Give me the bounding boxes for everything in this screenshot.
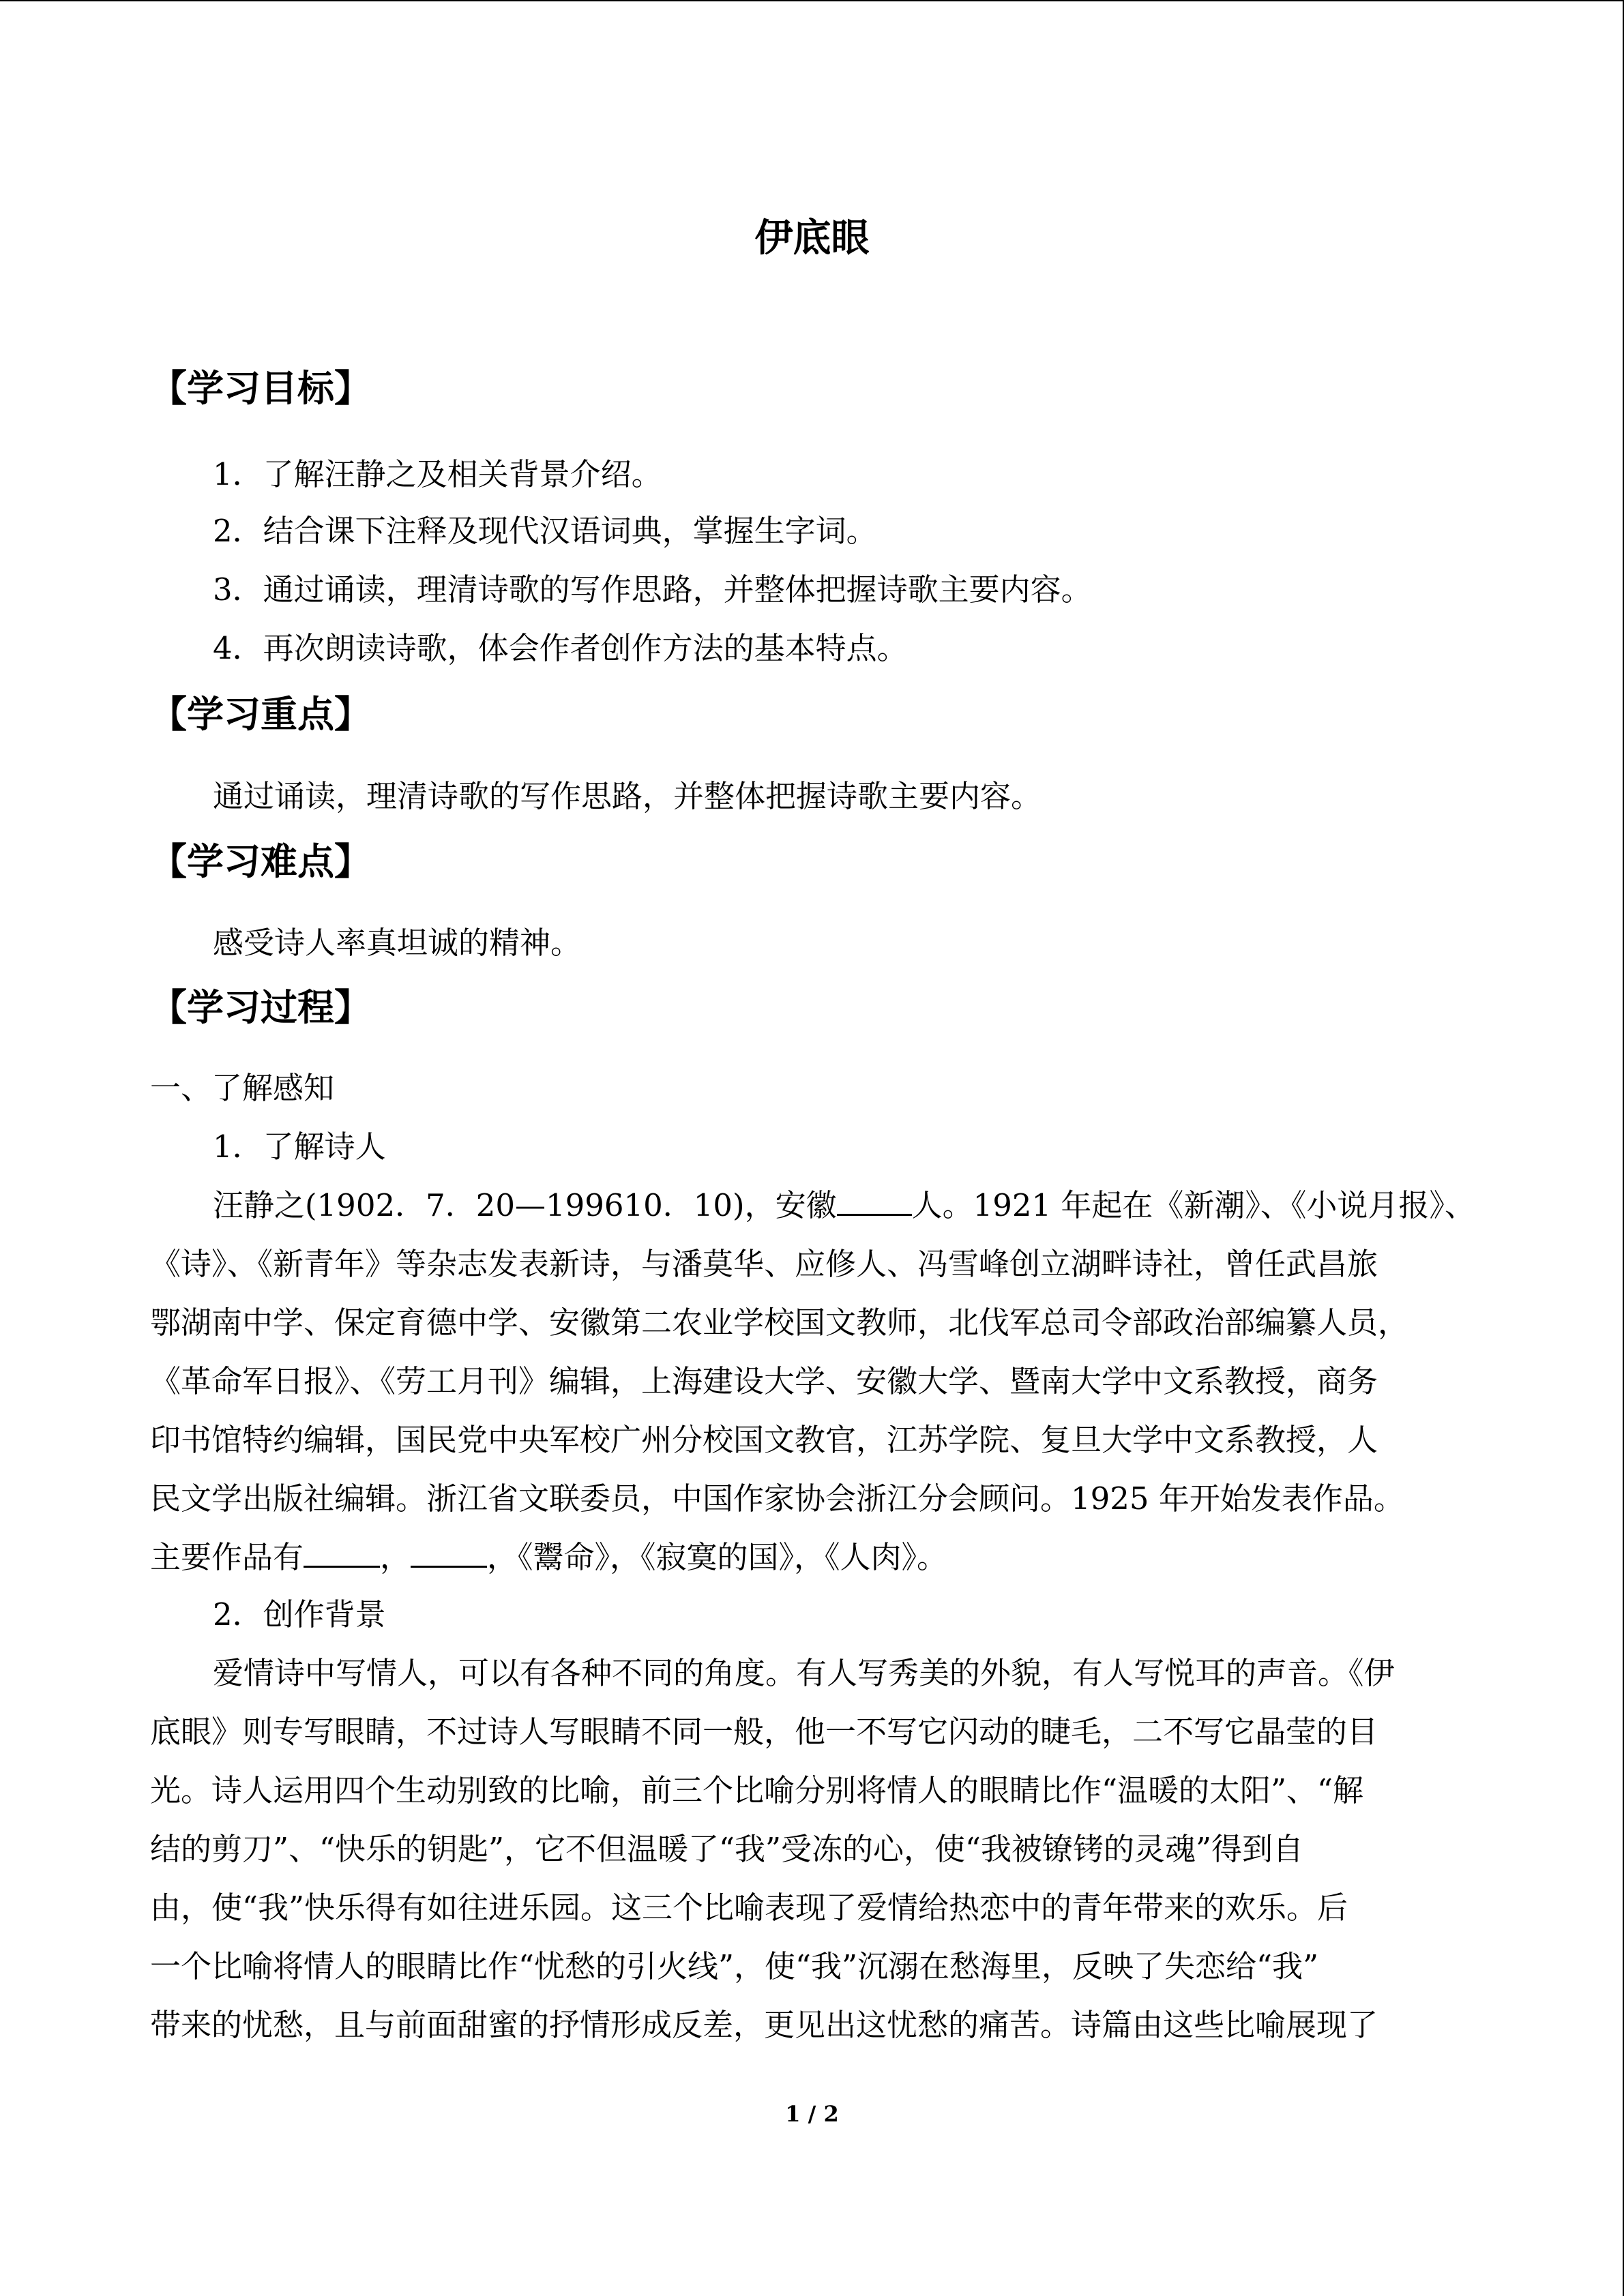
objective-item: 3．通过诵读，理清诗歌的写作思路，并整体把握诗歌主要内容。 [213,571,1092,608]
objective-item: 4．再次朗读诗歌，体会作者创作方法的基本特点。 [213,630,908,666]
objectives-heading: 【学习目标】 [150,367,371,410]
process-heading: 【学习过程】 [150,986,371,1029]
objective-item: 2．结合课下注释及现代汉语词典，掌握生字词。 [213,513,877,549]
fill-in-blank [837,1187,912,1216]
page-title: 伊底眼 [754,216,870,260]
difficulties-text: 感受诗人率真坦诚的精神。 [213,925,582,961]
background-line: 光。诗人运用四个生动别致的比喻，前三个比喻分别将情人的眼睛比作“温暖的太阳”、“解 [150,1772,1364,1808]
key-points-heading: 【学习重点】 [150,693,371,736]
difficulties-heading: 【学习难点】 [150,840,371,883]
background-line: 底眼》则专写眼睛，不过诗人写眼睛不同一般，他一不写它闪动的睫毛，二不写它晶莹的目 [150,1714,1378,1750]
bio-line: 《革命军日报》、《劳工月刊》编辑，上海建设大学、安徽大学、暨南大学中文系教授，商务 [150,1363,1378,1399]
background-line: 一个比喻将情人的眼睛比作“忧愁的引火线”，使“我”沉溺在愁海里，反映了失恋给“我” [150,1948,1319,1984]
page-number: 1 / 2 [785,2101,839,2127]
works-line [150,1536,947,1579]
background-line: 结的剪刀”、“快乐的钥匙”，它不但温暖了“我”受冻的心，使“我被镣铐的灵魂”得到自 [150,1831,1304,1867]
works-separator: ， [380,1539,411,1575]
fill-in-blank [411,1538,487,1568]
bio-line: 民文学出版社编辑。浙江省文联委员，中国作家协会浙江分会顾问。1925 年开始发表作品。 [150,1480,1404,1517]
works-prefix: 主要作品有 [150,1539,304,1575]
sub1-title: 1．了解诗人 [213,1129,386,1165]
bio-first-line [213,1184,1475,1227]
key-points-text: 通过诵读，理清诗歌的写作思路，并整体把握诗歌主要内容。 [213,778,1042,814]
background-line: 爱情诗中写情人，可以有各种不同的角度。有人写秀美的外貌，有人写悦耳的声音。《伊 [213,1655,1395,1691]
background-line: 由，使“我”快乐得有如往进乐园。这三个比喻表现了爱情给热恋中的青年带来的欢乐。后 [150,1890,1348,1926]
works-suffix: ，《鬻命》，《寂寞的国》，《人肉》。 [487,1539,948,1575]
fill-in-blank [304,1538,380,1568]
bio-text-before-blank: 汪静之(1902．7．20—199610．10)，安徽 [213,1187,837,1223]
bio-line: 鄂湖南中学、保定育德中学、安徽第二农业学校国文教师，北伐军总司令部政治部编纂人员， [150,1304,1409,1341]
objective-item: 1．了解汪静之及相关背景介绍。 [213,456,662,492]
bio-line: 印书馆特约编辑，国民党中央军校广州分校国文教官，江苏学院、复旦大学中文系教授，人 [150,1422,1378,1458]
bio-text-after-blank: 人。1921 年起在《新潮》、《小说月报》、 [911,1187,1475,1223]
bio-line: 《诗》、《新青年》等杂志发表新诗，与潘莫华、应修人、冯雪峰创立湖畔诗社，曾任武昌旅 [150,1246,1378,1282]
sub2-title: 2．创作背景 [213,1596,386,1632]
part1-title: 一、了解感知 [150,1070,335,1106]
background-line: 带来的忧愁，且与前面甜蜜的抒情形成反差，更见出这忧愁的痛苦。诗篇由这些比喻展现了 [150,2007,1378,2043]
